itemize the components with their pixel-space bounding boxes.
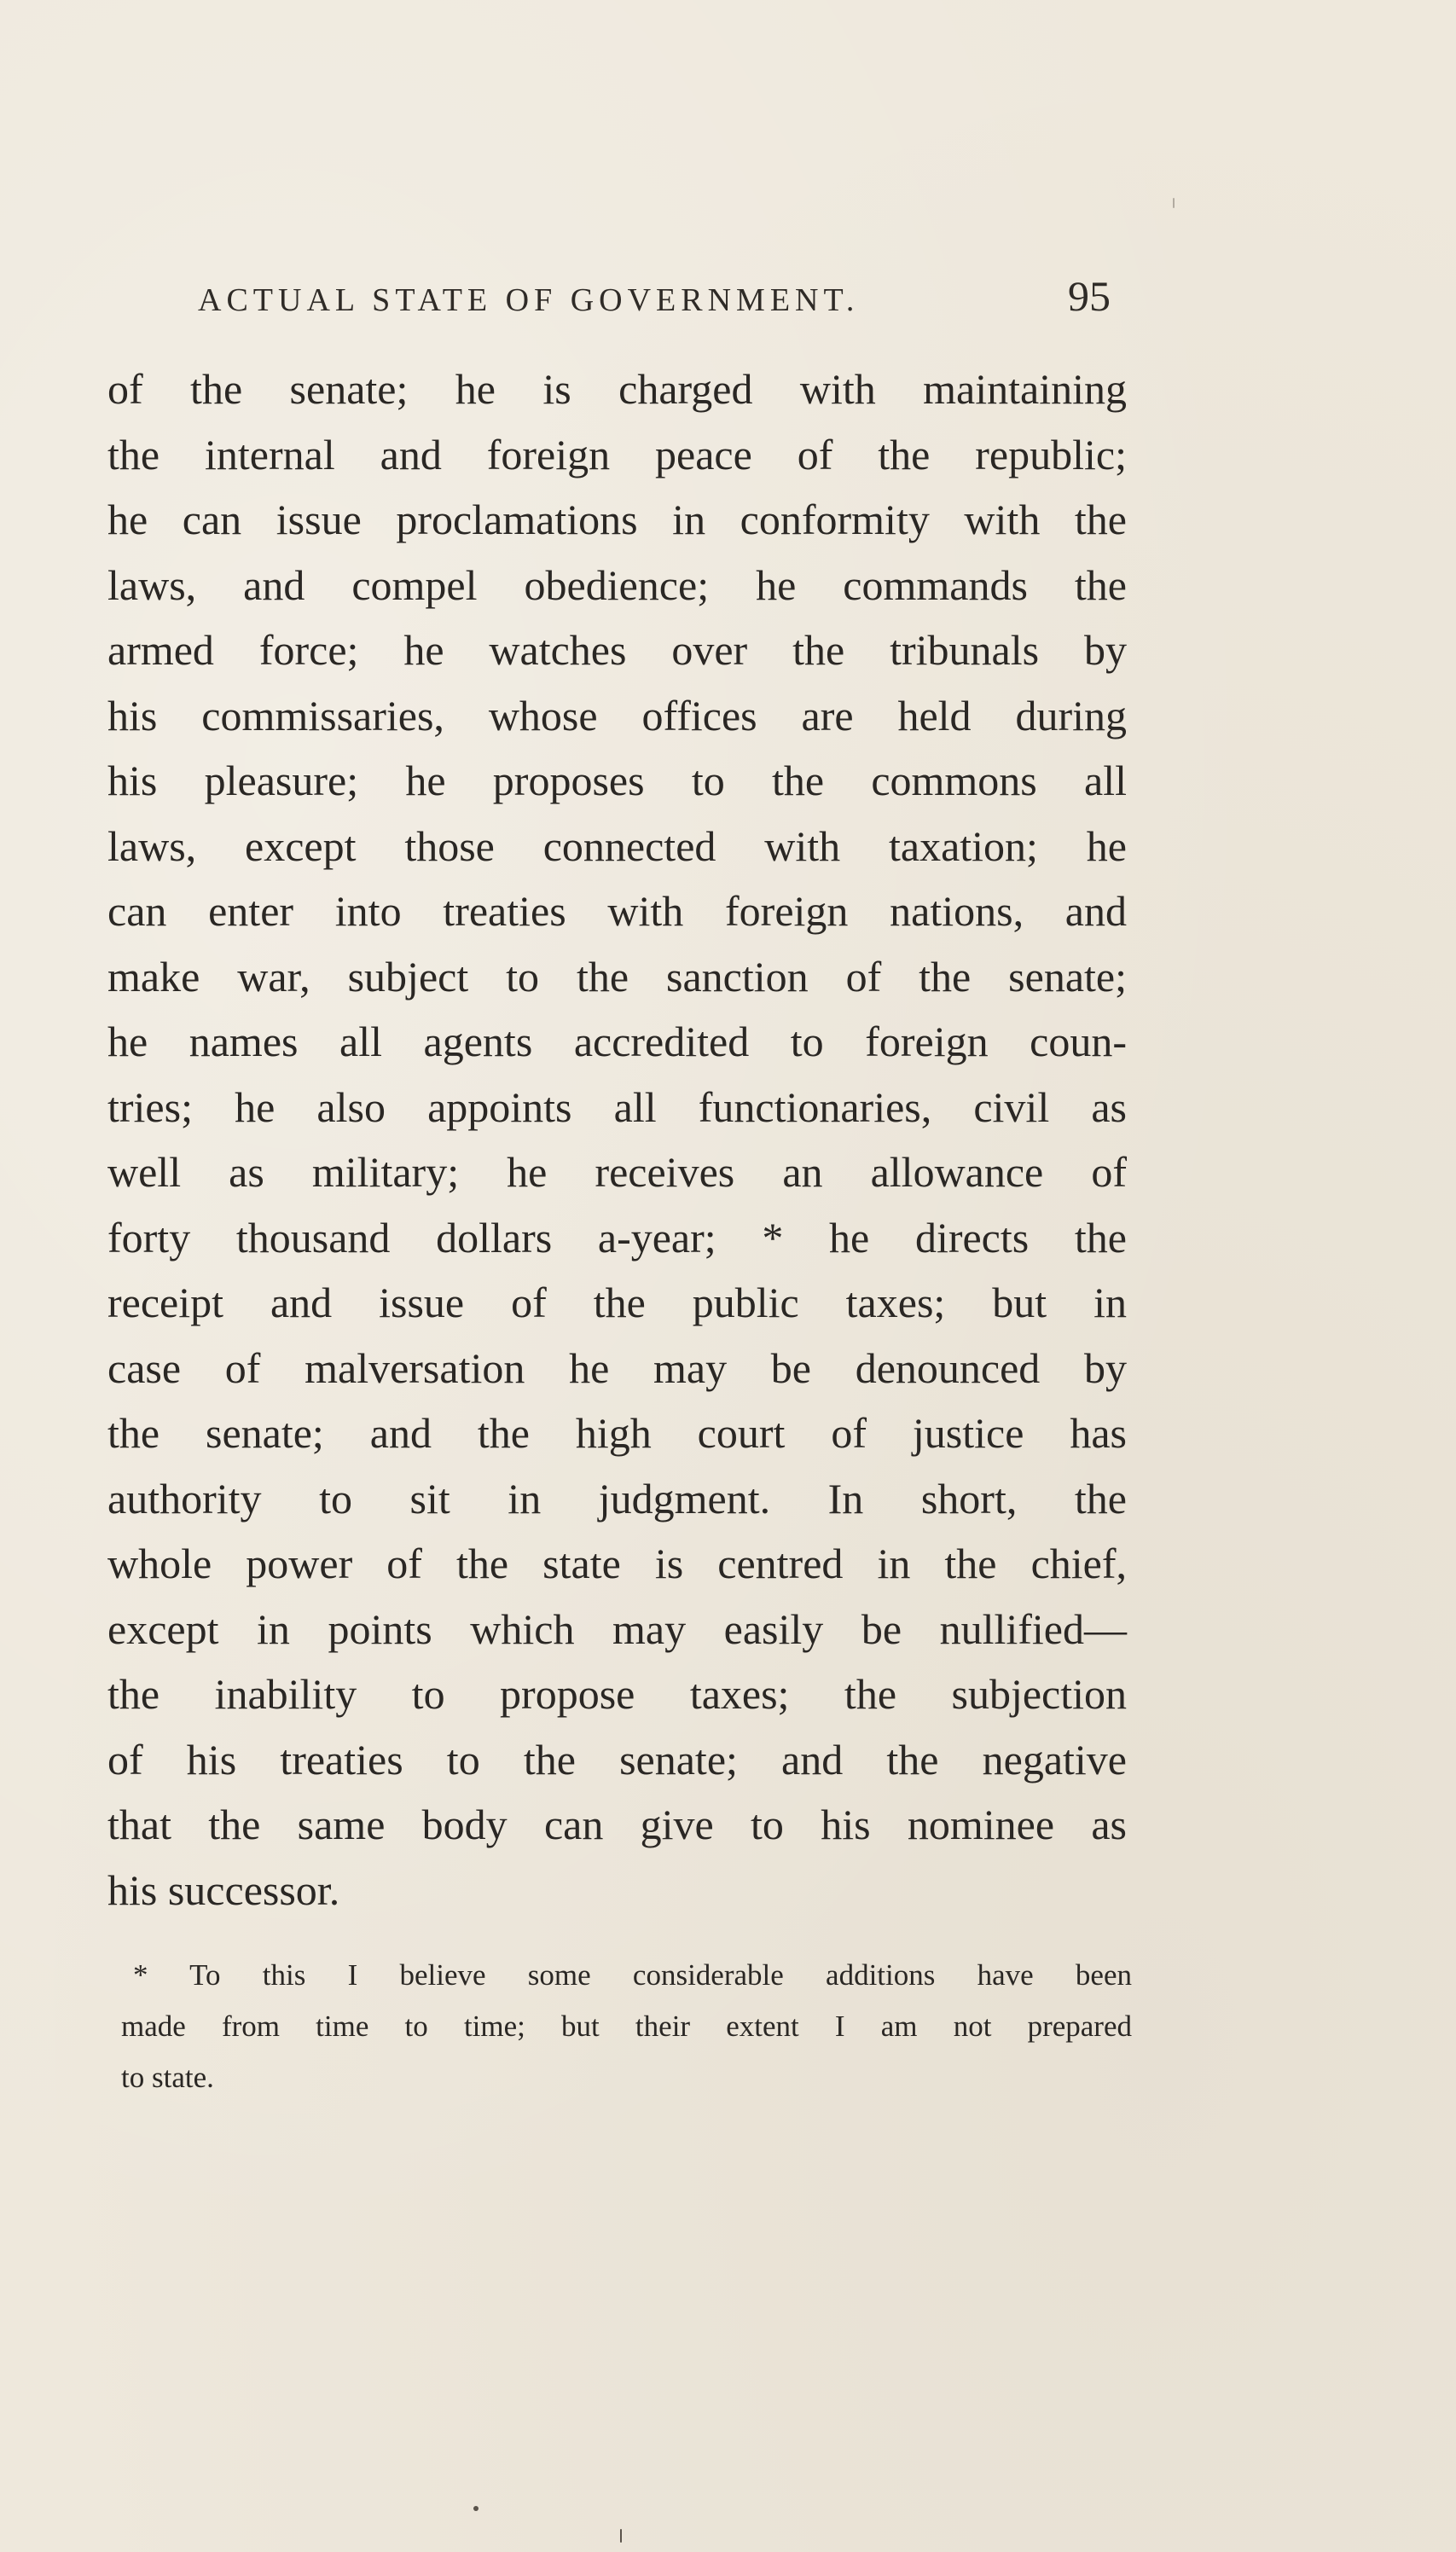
body-line: his commissaries, whose offices are held during [107, 691, 1127, 740]
running-head: ACTUAL STATE OF GOVERNMENT. [198, 282, 860, 318]
body-line: authority to sit in judgment. In short, the [107, 1474, 1127, 1522]
body-line: armed force; he watches over the tribunals by [107, 626, 1127, 674]
body-line: the internal and foreign peace of the republic; [107, 430, 1127, 478]
body-line: laws, except those connected with taxation; he [107, 821, 1127, 870]
page-header [198, 271, 1111, 322]
body-line: of his treaties to the senate; and the negative [107, 1735, 1127, 1784]
body-line: case of malversation he may be denounced by [107, 1343, 1127, 1392]
body-line: his pleasure; he proposes to the commons all [107, 757, 1127, 804]
body-line: can enter into treaties with foreign nations, and [107, 887, 1127, 935]
body-line: forty thousand dollars a-year; * he directs the [107, 1213, 1127, 1262]
page-number: 95 [1068, 272, 1111, 320]
body-line: receipt and issue of the public taxes; but in [107, 1279, 1127, 1326]
body-line: whole power of the state is centred in the chief, [107, 1540, 1127, 1587]
body-line: the inability to propose taxes; the subjection [107, 1670, 1127, 1718]
body-line: well as military; he receives an allowance of [107, 1148, 1127, 1196]
body-line: he names all agents accredited to foreign coun- [107, 1018, 1127, 1065]
paper-speck [1173, 198, 1175, 208]
body-line: of the senate; he is charged with maintaining [107, 365, 1127, 413]
paper-speck [473, 2506, 479, 2511]
body-text [107, 357, 1127, 1923]
footnote-line: * To this I believe some considerable additions have been [133, 1958, 1132, 1992]
body-line: his successor. [107, 1865, 340, 1914]
body-line: make war, subject to the sanction of the senate; [107, 952, 1127, 1000]
body-line: that the same body can give to his nominee as [107, 1801, 1127, 1848]
footnote-line: made from time to time; but their extent I am not prepared [121, 2010, 1132, 2043]
body-line: tries; he also appoints all functionaries, civil as [107, 1082, 1127, 1131]
footnote-line: to state. [121, 2061, 214, 2094]
body-line: he can issue proclamations in conformity with the [107, 496, 1127, 543]
paper-speck [620, 2529, 622, 2543]
body-line: except in points which may easily be nullified— [107, 1604, 1127, 1653]
footnote [121, 1950, 1132, 2103]
body-line: the senate; and the high court of justice has [107, 1409, 1127, 1457]
body-line: laws, and compel obedience; he commands the [107, 560, 1127, 609]
